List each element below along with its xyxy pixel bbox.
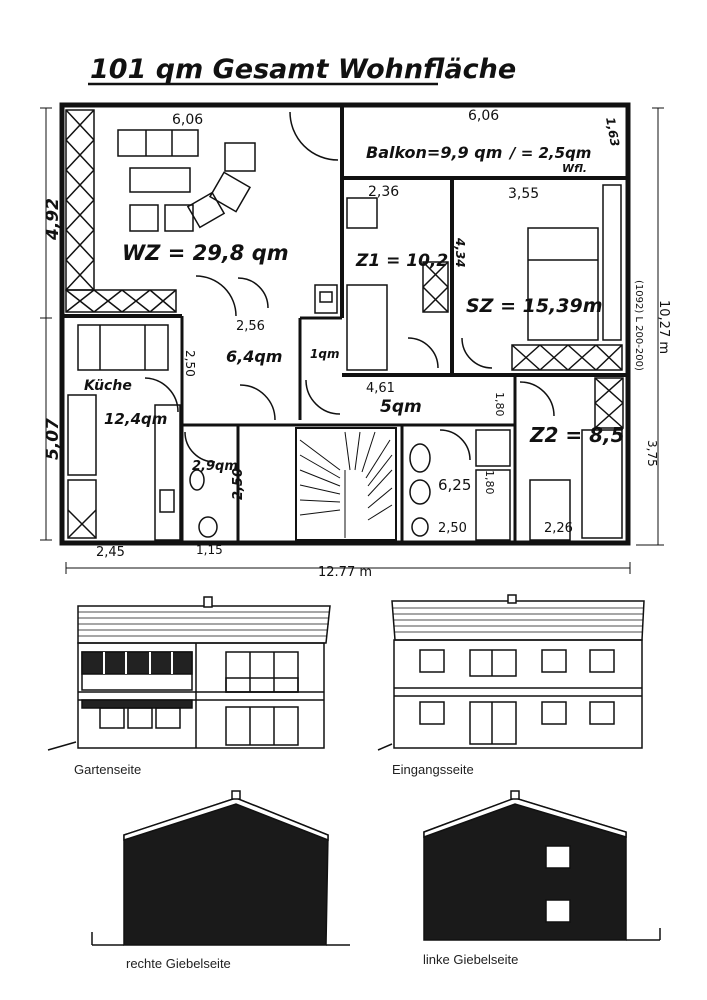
z1-side-dim: 4,34 xyxy=(453,238,467,268)
flur-label: 6,4qm xyxy=(226,347,283,366)
left-gable-elevation xyxy=(424,791,660,940)
z1-dim: 2,36 xyxy=(368,184,400,200)
wc-dim: 2,50 xyxy=(231,467,246,500)
wz-label: WZ = 29,8 qm xyxy=(122,241,289,265)
sz-dim: 3,55 xyxy=(508,186,540,202)
right-dim-balkon: 1,63 xyxy=(603,116,622,148)
bottom-dim-z2: 2,26 xyxy=(544,521,573,536)
right-vertical-note: (1092) L 200-200) xyxy=(633,280,644,371)
right-gable-caption: rechte Giebelseite xyxy=(126,956,231,971)
wc-label: 2,9qm xyxy=(192,459,238,474)
balkon-note-wfl: Wfl. xyxy=(562,162,587,175)
kueche-dim: 2,50 xyxy=(183,350,197,377)
page-title: 101 qm Gesamt Wohnfläche xyxy=(90,54,517,85)
left-dim-top: 4,92 xyxy=(43,198,63,240)
bottom-dim-kueche: 2,45 xyxy=(96,545,125,560)
kueche-label: Küche xyxy=(84,378,132,394)
sz-label: SZ = 15,39m xyxy=(466,295,603,317)
flur-dim: 2,56 xyxy=(236,319,265,334)
floor-plan xyxy=(40,105,664,574)
garden-caption: Gartenseite xyxy=(74,762,142,777)
abstell-label: 1qm xyxy=(310,347,340,361)
right-gable-elevation xyxy=(92,791,350,945)
right-dim-total: 10,27 m xyxy=(656,300,671,355)
entrance-elevation xyxy=(378,595,644,750)
left-gable-caption: linke Giebelseite xyxy=(423,952,519,967)
right-dim-z2: 3,75 xyxy=(645,440,659,467)
left-dim-bottom: 5,07 xyxy=(43,418,63,460)
top-dim-right: 6,06 xyxy=(468,108,500,124)
bottom-dim-wc: 1,15 xyxy=(196,543,223,557)
entrance-caption: Eingangsseite xyxy=(392,762,474,777)
overall-width: 12.77 m xyxy=(318,565,373,580)
kueche-area: 12,4qm xyxy=(104,410,168,428)
top-dim-left: 6,06 xyxy=(172,112,204,128)
diele-label: 5qm xyxy=(380,397,422,417)
diele-dim: 4,61 xyxy=(366,381,395,396)
z1-label: Z1 = 10,2 xyxy=(356,251,449,271)
bad-area: 6,25 xyxy=(438,476,472,494)
garden-elevation xyxy=(48,597,330,750)
bottom-dim-bad: 2,50 xyxy=(438,521,467,536)
balkon-note: / = 2,5qm xyxy=(510,144,592,162)
z2-label: Z2 = 8,5 xyxy=(530,423,625,447)
bad-side-dim: 1,80 xyxy=(483,470,496,495)
balkon-label: Balkon=9,9 qm xyxy=(366,143,503,162)
diele-side-dim: 1,80 xyxy=(493,392,506,417)
